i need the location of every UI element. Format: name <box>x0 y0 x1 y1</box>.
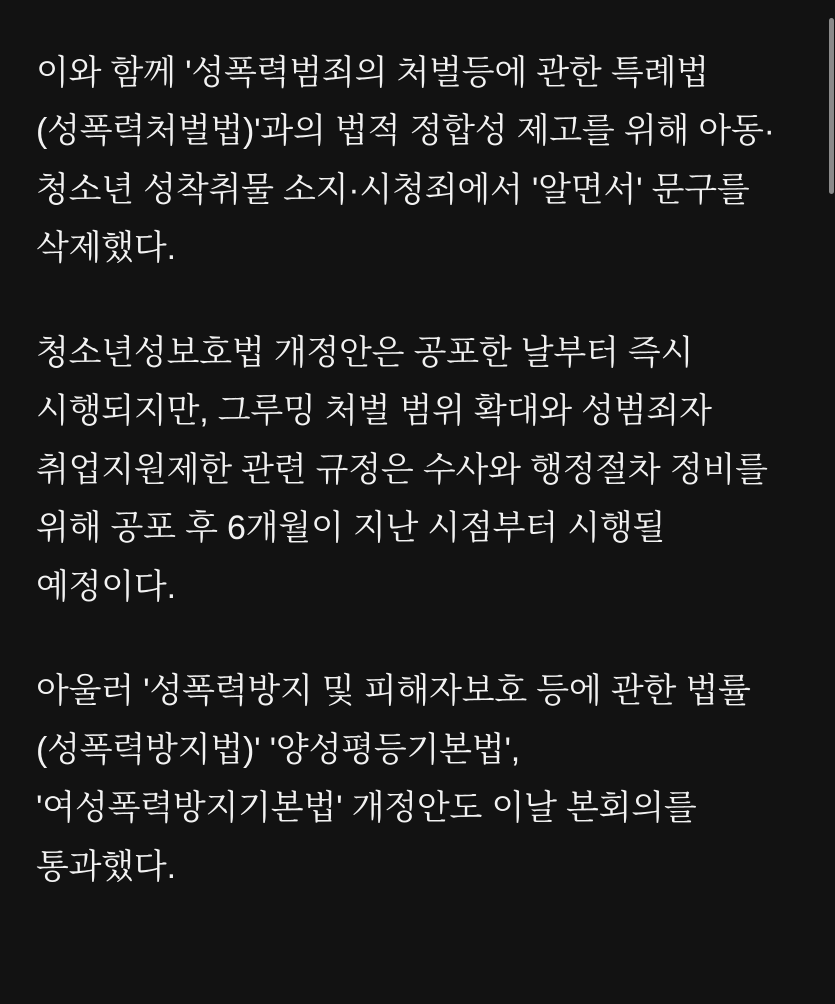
article-paragraph: 아울러 '성폭력방지 및 피해자보호 등에 관한 법률(성폭력방지법)' '양성평등기본법', '여성폭력방지기본법' 개정안도 이날 본회의를 통과했다. <box>36 672 751 886</box>
article-paragraph: 청소년성보호법 개정안은 공포한 날부터 즉시 시행되지만, 그루밍 처벌 범위 확대와 성범죄자 취업지원제한 관련 규정은 수사와 행정절차 정비를 위해 공포 후 6개월이 지난 시점부터 시행될 예정이다. <box>36 333 778 606</box>
article-body <box>0 14 835 1004</box>
vertical-scrollbar-thumb[interactable] <box>829 18 834 194</box>
top-edge-strip <box>0 0 835 14</box>
vertical-scrollbar-track[interactable] <box>828 0 835 1004</box>
article-paragraph: 이와 함께 '성폭력범죄의 처벌등에 관한 특례법(성폭력처벌법)'과의 법적 정합성 제고를 위해 아동·청소년 성착취물 소지·시청죄에서 '알면서' 문구를 삭제했다. <box>36 54 775 268</box>
